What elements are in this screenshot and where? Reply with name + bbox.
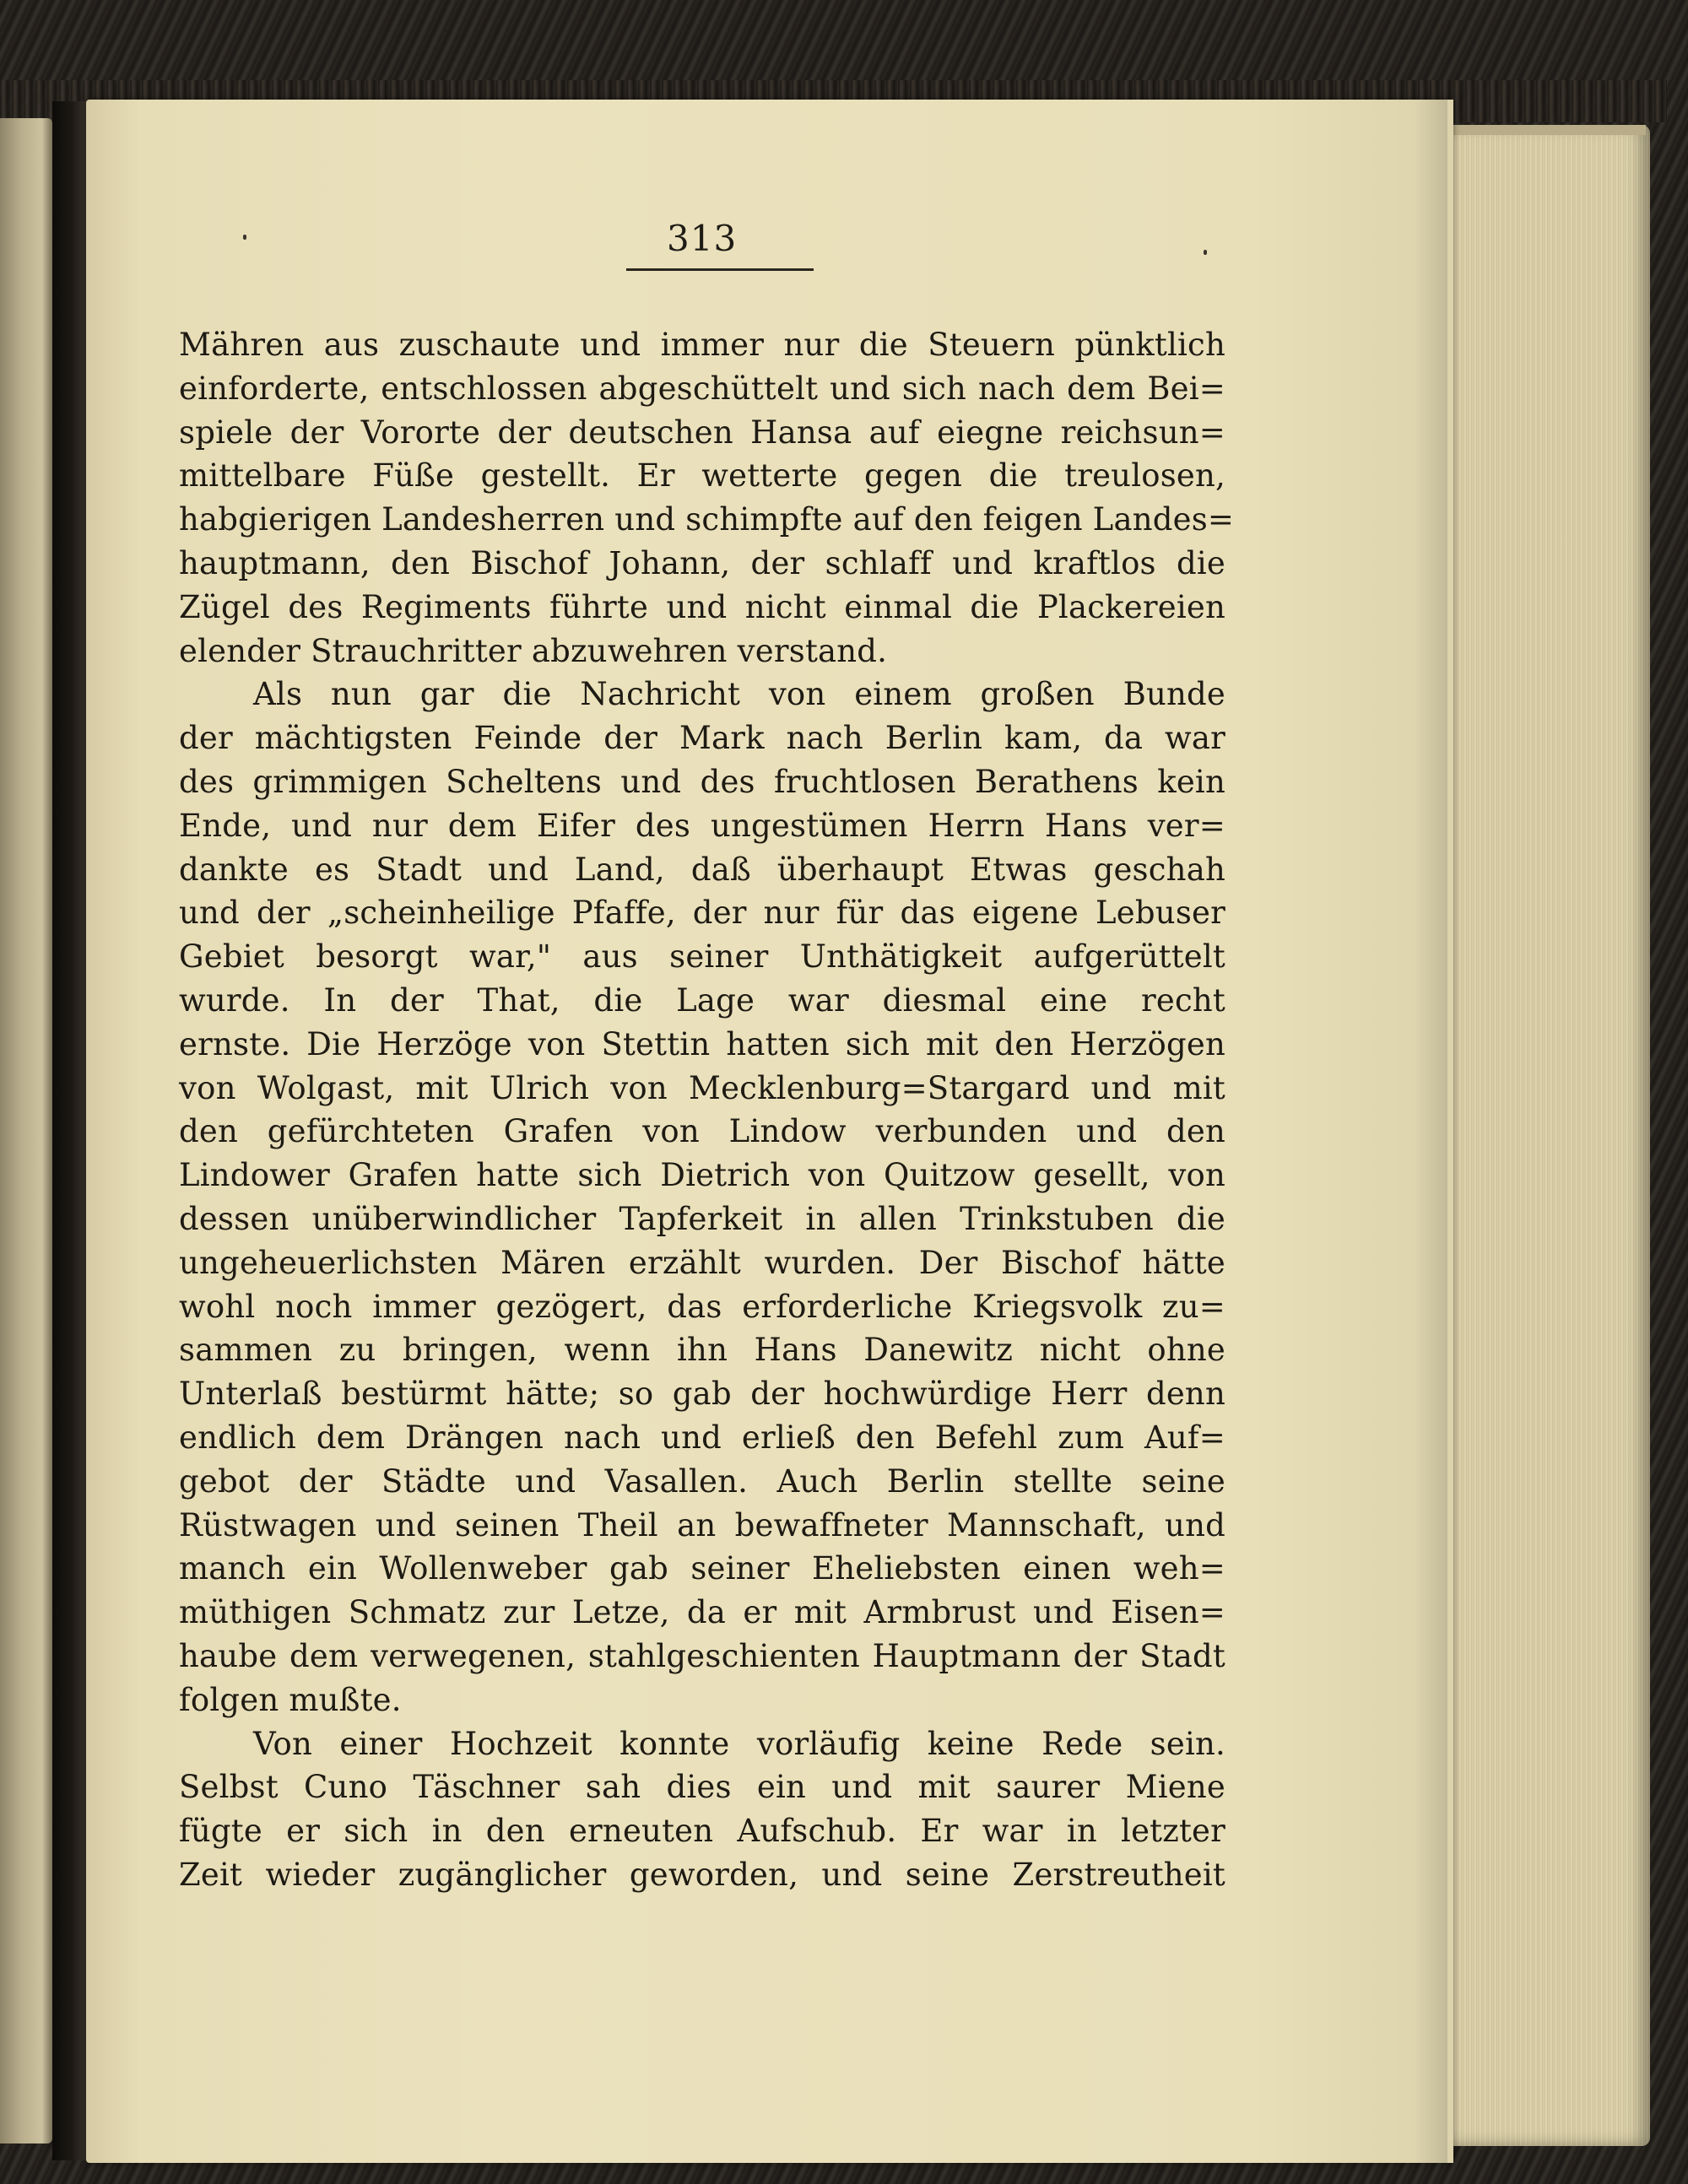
text-line: Zeit wieder zugänglicher geworden, und seine Zerstreutheit	[179, 1856, 1225, 1893]
text-line: hauptmann, den Bischof Johann, der schlaff und kraftlos die	[179, 544, 1225, 581]
text-line: von Wolgast, mit Ulrich von Mecklenburg=Stargard und mit	[179, 1069, 1225, 1106]
paper-speck	[243, 235, 246, 240]
page-number-rule	[626, 268, 814, 271]
text-line: sammen zu bringen, wenn ihn Hans Danewitz nicht ohne	[179, 1332, 1225, 1369]
text-line: der mächtigsten Feinde der Mark nach Berlin kam, da war	[179, 720, 1225, 757]
text-line: Rüstwagen und seinen Theil an bewaffneter Mannschaft, und	[179, 1506, 1225, 1543]
page-stack-edges	[1426, 125, 1650, 2146]
text-line: Gebiet besorgt war," aus seiner Unthätigkeit aufgerüttelt	[179, 938, 1225, 976]
text-line: Von einer Hochzeit konnte vorläufig keine Rede sein.	[253, 1725, 1225, 1762]
text-line: gebot der Städte und Vasallen. Auch Berlin stellte seine	[179, 1462, 1225, 1500]
text-line: Unterlaß bestürmt hätte; so gab der hochwürdige Herr denn	[179, 1376, 1225, 1413]
text-line: mittelbare Füße gestellt. Er wetterte gegen die treulosen,	[179, 457, 1225, 495]
text-line: ernste. Die Herzöge von Stettin hatten sich mit den Herzögen	[179, 1025, 1225, 1062]
text-line: fügte er sich in den erneuten Aufschub. Er war in letzter	[179, 1813, 1225, 1850]
text-line: Ende, und nur dem Eifer des ungestümen Herrn Hans ver=	[179, 807, 1225, 844]
text-line: dankte es Stadt und Land, daß überhaupt Etwas geschah	[179, 851, 1225, 888]
text-line: den gefürchteten Grafen von Lindow verbunden und den	[179, 1113, 1225, 1150]
text-line: Selbst Cuno Täschner sah dies ein und mit saurer Miene	[179, 1769, 1225, 1806]
text-line: ungeheuerlichsten Mären erzählt wurden. Der Bischof hätte	[179, 1244, 1225, 1281]
text-line: Mähren aus zuschaute und immer nur die Steuern pünktlich	[179, 327, 1225, 363]
text-line: wurde. In der That, die Lage war diesmal eine recht	[179, 981, 1225, 1019]
text-line: habgierigen Landesherren und schimpfte auf den feigen Landes=	[179, 501, 1235, 538]
text-line: endlich dem Drängen nach und erließ den Befehl zum Auf=	[179, 1419, 1225, 1456]
text-line: Lindower Grafen hatte sich Dietrich von Quitzow gesellt, von	[179, 1157, 1225, 1194]
paper-speck	[1204, 250, 1207, 255]
text-line: Zügel des Regiments führte und nicht einmal die Plackereien	[179, 588, 1225, 625]
text-line: wohl noch immer gezögert, das erforderliche Kriegsvolk zu=	[179, 1288, 1225, 1325]
previous-page-edge	[0, 118, 52, 2143]
page-number: 313	[667, 218, 738, 259]
text-line: Als nun gar die Nachricht von einem großen Bunde	[253, 676, 1225, 713]
page-stack-top	[1435, 125, 1646, 135]
text-line: spiele der Vororte der deutschen Hansa auf eiegne reichsun=	[179, 414, 1225, 451]
page-shadow	[1414, 100, 1447, 2163]
text-line: folgen mußte.	[179, 1681, 402, 1718]
text-line: haube dem verwegenen, stahlgeschienten Hauptmann der Stadt	[179, 1637, 1225, 1674]
text-line: elender Strauchritter abzuwehren verstand.	[179, 632, 888, 669]
body-text	[179, 323, 1235, 1897]
text-line: und der „scheinheilige Pfaffe, der nur für das eigene Lebuser	[179, 895, 1225, 932]
text-line: dessen unüberwindlicher Tapferkeit in allen Trinkstuben die	[179, 1200, 1225, 1237]
text-line: müthigen Schmatz zur Letze, da er mit Armbrust und Eisen=	[179, 1594, 1225, 1631]
text-line: manch ein Wollenweber gab seiner Eheliebsten einen weh=	[179, 1550, 1225, 1587]
book-gutter	[52, 101, 86, 2160]
text-line: des grimmigen Scheltens und des fruchtlosen Berathens kein	[179, 763, 1225, 800]
text-line: einforderte, entschlossen abgeschüttelt und sich nach dem Bei=	[179, 370, 1225, 407]
